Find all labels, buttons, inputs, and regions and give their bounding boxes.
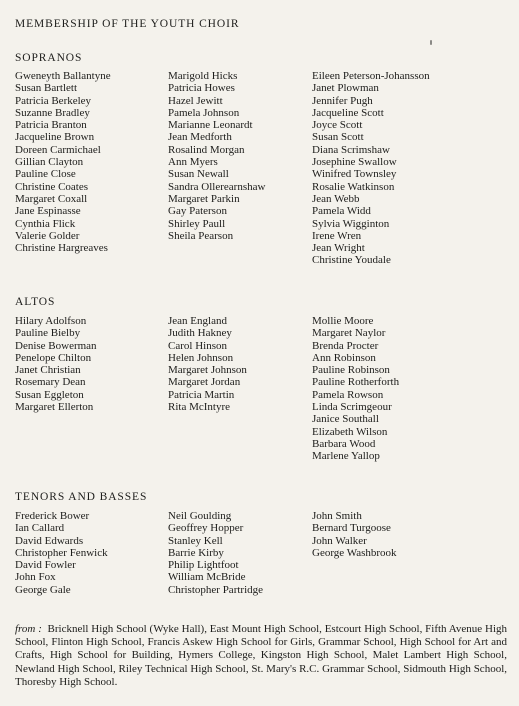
altos-title: ALTOS [15, 296, 56, 308]
member-name: Joyce Scott [312, 119, 363, 132]
tenors-column-1 [15, 510, 108, 596]
member-name: Jacqueline Brown [15, 131, 95, 144]
member-name: Gweneyth Ballantyne [15, 70, 111, 82]
schools-paragraph [15, 623, 507, 689]
member-name: Carol Hinson [168, 339, 227, 352]
member-name: Neil Goulding [168, 510, 232, 522]
altos-column-2 [168, 315, 247, 413]
member-name: Margaret Naylor [312, 327, 386, 340]
member-name: Margaret Ellerton [15, 401, 94, 414]
member-name: Linda Scrimgeour [312, 401, 392, 414]
member-name: Gay Paterson [168, 205, 227, 218]
member-name: Susan Bartlett [15, 82, 78, 95]
member-name: Suzanne Bradley [15, 106, 90, 119]
member-name: Patricia Branton [15, 119, 87, 132]
member-name: Ian Callard [15, 522, 65, 535]
member-name: Sandra Ollerearnshaw [168, 180, 266, 193]
member-name: Shirley Paull [168, 217, 226, 230]
member-name: Jean England [168, 315, 227, 327]
member-name: Judith Hakney [168, 327, 232, 340]
sopranos-title: SOPRANOS [15, 52, 83, 64]
member-name: Barbara Wood [312, 437, 376, 450]
member-name: Denise Bowerman [15, 339, 97, 352]
member-name: Janet Christian [15, 364, 81, 377]
member-name: Pauline Robinson [312, 364, 390, 377]
member-name: Patricia Howes [168, 82, 235, 95]
member-name: Christopher Partridge [168, 583, 264, 596]
member-name: Cynthia Flick [15, 217, 76, 230]
member-name: Margaret Parkin [168, 192, 240, 205]
member-name: Gillian Clayton [15, 156, 84, 169]
member-name: Patricia Martin [168, 388, 235, 401]
member-name: John Walker [312, 534, 367, 547]
member-name: Margaret Johnson [168, 364, 247, 377]
member-name: Doreen Carmichael [15, 143, 101, 156]
altos-column-1 [15, 315, 97, 413]
member-name: Christine Coates [15, 180, 89, 193]
member-name: Mollie Moore [312, 315, 374, 327]
sopranos-column-2 [168, 70, 265, 242]
member-name: John Smith [312, 510, 362, 522]
member-name: Rita McIntyre [168, 401, 231, 414]
member-name: Josephine Swallow [312, 156, 397, 169]
member-name: Marianne Leonardt [168, 119, 253, 132]
member-name: Ann Robinson [312, 351, 376, 364]
member-name: David Edwards [15, 534, 84, 547]
member-name: Christopher Fenwick [15, 546, 108, 559]
from-label: from : [15, 623, 42, 635]
member-name: Winifred Townsley [312, 168, 397, 181]
member-name: George Gale [15, 583, 71, 596]
tenors-column-3 [312, 510, 397, 559]
member-name: Helen Johnson [168, 351, 234, 364]
member-name: Valerie Golder [15, 229, 80, 242]
member-name: Elizabeth Wilson [312, 425, 388, 438]
member-name: Janice Southall [312, 413, 379, 426]
member-name: David Fowler [15, 559, 76, 572]
member-name: Diana Scrimshaw [312, 143, 390, 156]
tenors-basses-title: TENORS AND BASSES [15, 491, 148, 503]
member-name: Hilary Adolfson [15, 315, 87, 327]
member-name: Jennifer Pugh [312, 94, 373, 107]
member-name: Eileen Peterson-Johansson [312, 70, 430, 82]
member-name: Jane Espinasse [15, 205, 81, 218]
member-name: Pamela Johnson [168, 106, 240, 119]
sopranos-column-3 [312, 70, 430, 267]
member-name: Susan Eggleton [15, 388, 84, 401]
member-name: Pamela Rowson [312, 388, 384, 401]
sopranos-column-1 [15, 70, 111, 254]
tenors-column-2 [168, 510, 263, 596]
ink-speck [430, 40, 432, 45]
member-name: Christine Hargreaves [15, 242, 108, 255]
member-name: Rosemary Dean [15, 376, 86, 389]
member-name: Pauline Rotherforth [312, 376, 400, 389]
member-name: Pamela Widd [312, 205, 371, 218]
page-heading: MEMBERSHIP OF THE YOUTH CHOIR [15, 18, 240, 30]
member-name: Sylvia Wigginton [312, 217, 390, 230]
member-name: Margaret Jordan [168, 376, 241, 389]
member-name: Susan Scott [312, 131, 364, 144]
member-name: Penelope Chilton [15, 351, 92, 364]
member-name: John Fox [15, 571, 56, 584]
member-name: Geoffrey Hopper [168, 522, 244, 535]
member-name: Marlene Yallop [312, 450, 380, 463]
member-name: Hazel Jewitt [168, 94, 223, 107]
member-name: Jean Wright [312, 242, 365, 255]
member-name: Brenda Procter [312, 339, 379, 352]
member-name: Susan Newall [168, 168, 229, 181]
member-name: Stanley Kell [168, 534, 223, 547]
member-name: George Washbrook [312, 546, 397, 559]
member-name: Margaret Coxall [15, 192, 88, 205]
member-name: Rosalind Morgan [168, 143, 245, 156]
member-name: Jacqueline Scott [312, 106, 384, 119]
member-name: Jean Medforth [168, 131, 232, 144]
member-name: Frederick Bower [15, 510, 90, 522]
member-name: Patricia Berkeley [15, 94, 92, 107]
member-name: Irene Wren [312, 229, 362, 242]
member-name: Christine Youdale [312, 254, 391, 267]
member-name: Janet Plowman [312, 82, 379, 95]
member-name: Sheila Pearson [168, 229, 234, 242]
member-name: Barrie Kirby [168, 546, 224, 559]
member-name: Pauline Bielby [15, 327, 81, 340]
altos-column-3 [312, 315, 399, 463]
member-name: Pauline Close [15, 168, 76, 181]
member-name: Jean Webb [312, 192, 360, 205]
member-name: Marigold Hicks [168, 70, 238, 82]
member-name: William McBride [168, 571, 246, 584]
member-name: Philip Lightfoot [168, 559, 239, 572]
schools-list: Bricknell High School (Wyke Hall), East Mount High School, Estcourt High School, Fifth Avenue High School, Flinton High School, Francis Askew High School for Girls, Grammar School, High School for Art and Crafts, High School for Building, Hymers College, Kingston High School, Malet Lambert High School, Newland High School, Riley Technical High School, St. Mary's R.C. Grammar School, Sidmouth High School, Thoresby High School. [15, 623, 507, 688]
member-name: Bernard Turgoose [312, 522, 391, 535]
member-name: Rosalie Watkinson [312, 180, 395, 193]
member-name: Ann Myers [168, 156, 218, 169]
